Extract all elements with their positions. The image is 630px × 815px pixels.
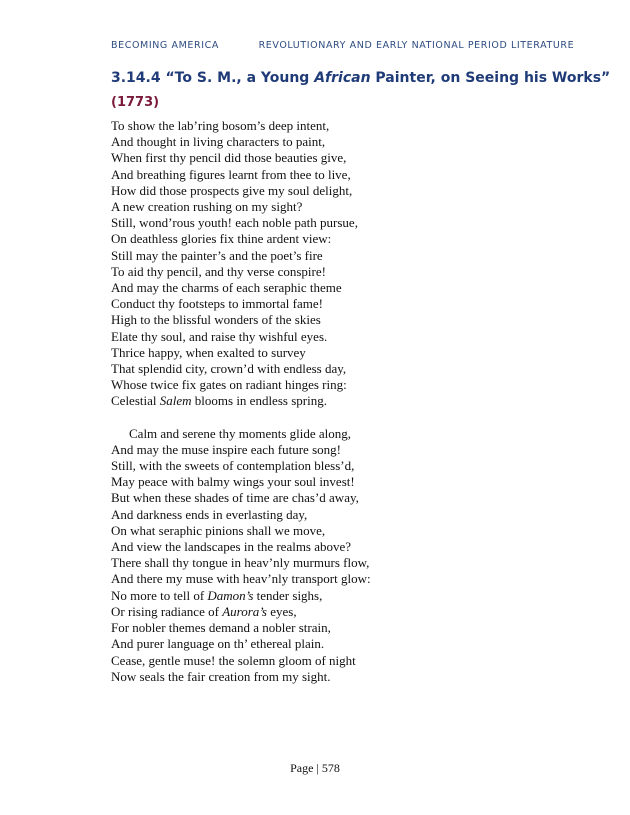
- poem-line: To aid thy pencil, and thy verse conspire!: [111, 263, 326, 279]
- poem-line: For nobler themes demand a nobler strain,: [111, 620, 331, 636]
- poem-line: Still may the painter’s and the poet’s fire: [111, 247, 323, 263]
- stanza-2: [111, 426, 511, 685]
- section-title-prefix: 3.14.4 “To S. M., a Young: [111, 70, 315, 86]
- poem-line: A new creation rushing on my sight?: [111, 199, 303, 215]
- poem-body: [111, 118, 511, 685]
- damon-line-before: No more to tell of: [111, 587, 208, 603]
- poem-line: And there my muse with heav’nly transport glow:: [111, 571, 371, 587]
- salem-line-before: Celestial: [111, 393, 160, 409]
- aurora-line-before: Or rising radiance of: [111, 603, 223, 619]
- poem-line-damon: [111, 588, 511, 604]
- poem-line: Thrice happy, when exalted to survey: [111, 344, 306, 360]
- poem-line: High to the blissful wonders of the skies: [111, 312, 321, 328]
- poem-line: There shall thy tongue in heav’nly murmurs flow,: [111, 555, 370, 571]
- aurora-line-after: eyes,: [266, 603, 297, 619]
- damon-line-after: tender sighs,: [253, 587, 323, 603]
- poem-line: That splendid city, crown’d with endless day,: [111, 361, 347, 377]
- poem-line-salem: [111, 393, 511, 409]
- poem-line: And thought in living characters to paint,: [111, 134, 326, 150]
- poem-line: On what seraphic pinions shall we move,: [111, 522, 326, 538]
- section-title-italic: African: [314, 70, 371, 86]
- poem-line: And may the muse inspire each future song!: [111, 441, 341, 457]
- poem-line: And purer language on th’ ethereal plain.: [111, 636, 325, 652]
- running-header-left: BECOMING AMERICA: [111, 40, 219, 51]
- poem-line: But when these shades of time are chas’d away,: [111, 490, 359, 506]
- poem-line: When first thy pencil did those beauties give,: [111, 150, 347, 166]
- poem-line-aurora: [111, 604, 511, 620]
- poem-line: Cease, gentle muse! the solemn gloom of night: [111, 652, 356, 668]
- poem-line: How did those prospects give my soul delight,: [111, 182, 353, 198]
- poem-line: On deathless glories fix thine ardent view:: [111, 231, 332, 247]
- poem-line: May peace with balmy wings your soul invest!: [111, 474, 355, 490]
- running-header: [111, 40, 574, 51]
- running-header-right: REVOLUTIONARY AND EARLY NATIONAL PERIOD LITERATURE: [258, 40, 575, 51]
- salem-line-after: blooms in endless spring.: [191, 393, 327, 409]
- poem-line: Elate thy soul, and raise thy wishful eyes.: [111, 328, 328, 344]
- poem-line: Conduct thy footsteps to immortal fame!: [111, 296, 323, 312]
- poem-line: And darkness ends in everlasting day,: [111, 506, 308, 522]
- poem-line: Now seals the fair creation from my sight.: [111, 668, 331, 684]
- poem-line: And may the charms of each seraphic theme: [111, 280, 342, 296]
- poem-line-indented: Calm and serene thy moments glide along,: [129, 425, 352, 441]
- section-title-suffix: Painter, on Seeing his Works”: [370, 70, 611, 86]
- section-title: [111, 70, 610, 86]
- salem-italic: Salem: [159, 393, 192, 409]
- poem-line: Whose twice fix gates on radiant hinges ring:: [111, 377, 347, 393]
- stanza-1: [111, 118, 511, 410]
- page-number: Page | 578: [290, 761, 340, 775]
- poem-line: And breathing figures learnt from thee to live,: [111, 166, 351, 182]
- damon-italic: Damon’s: [207, 587, 254, 603]
- poem-line: And view the landscapes in the realms above?: [111, 539, 352, 555]
- poem-line: Still, wond’rous youth! each noble path pursue,: [111, 215, 358, 231]
- aurora-italic: Aurora’s: [222, 603, 267, 619]
- poem-year: (1773): [111, 95, 160, 110]
- poem-line: Still, with the sweets of contemplation bless’d,: [111, 458, 355, 474]
- poem-line: To show the lab’ring bosom’s deep intent,: [111, 118, 330, 133]
